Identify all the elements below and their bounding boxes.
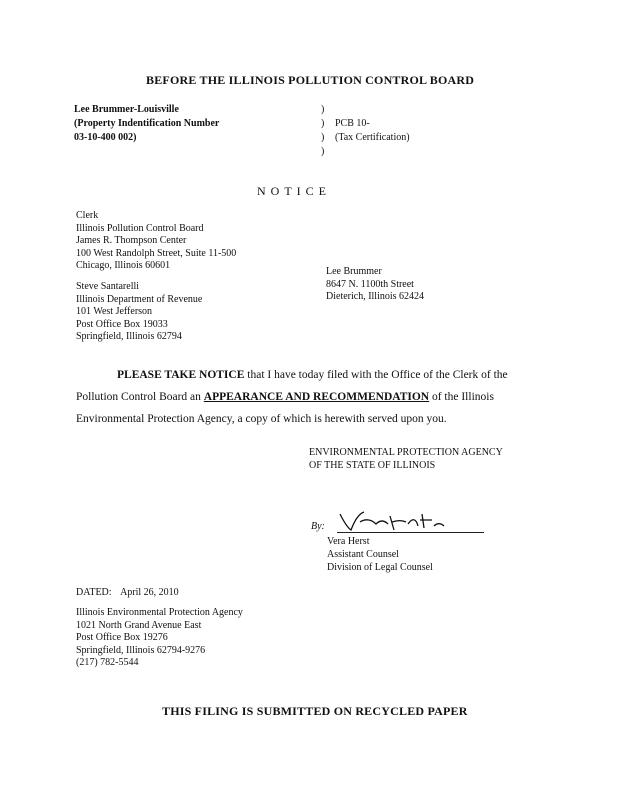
recipient-owner: Lee Brummer 8647 N. 1100th Street Dieterich, Illinois 62424: [326, 266, 425, 302]
notice-lead: PLEASE TAKE NOTICE: [117, 369, 245, 381]
by-label: By:: [311, 521, 325, 532]
signatory-title: Assistant Counsel: [327, 549, 399, 560]
signature-line: [337, 532, 484, 533]
case-type: (Tax Certification): [335, 132, 410, 143]
board-header: BEFORE THE ILLINOIS POLLUTION CONTROL BOARD: [146, 73, 475, 87]
recipient-revenue: Steve Santarelli Illinois Department of Revenue 101 West Jefferson Post Office Box 19033 Springfield, Illinois 62794: [76, 281, 203, 342]
case-number: PCB 10-: [335, 118, 370, 129]
case-caption-left: [74, 103, 219, 145]
agency-block: ENVIRONMENTAL PROTECTION AGENCY OF THE STATE OF ILLINOIS: [309, 447, 503, 471]
petitioner-name: Lee Brummer-Louisville: [74, 104, 179, 115]
property-id-label: (Property Indentification Number: [74, 118, 220, 129]
return-address: Illinois Environmental Protection Agency 1021 North Grand Avenue East Post Office Box 19276 Springfield, Illinois 62794-9276 (217) 782-5544: [76, 607, 243, 668]
signatory-block: [327, 535, 433, 574]
recipient-clerk: Clerk Illinois Pollution Control Board James R. Thompson Center 100 West Randolph Street, Suite 11-500 Chicago, Illinois 60601: [76, 210, 237, 271]
handwritten-signature: [336, 508, 446, 534]
signatory-division: Division of Legal Counsel: [327, 562, 433, 573]
signatory-name: Vera Herst: [327, 536, 370, 547]
caption-parentheses: ) ) ) ): [321, 104, 325, 157]
notice-title: NOTICE: [257, 184, 331, 198]
recycled-paper-footer: THIS FILING IS SUBMITTED ON RECYCLED PAPER: [162, 704, 468, 718]
filed-document-title: APPEARANCE AND RECOMMENDATION: [203, 391, 430, 403]
notice-paragraph-line-1: PLEASE TAKE NOTICE that I have today filed with the Office of the Clerk of the: [117, 369, 508, 381]
notice-paragraph-line-3: Environmental Protection Agency, a copy of which is herewith served upon you.: [76, 413, 447, 425]
dated-value: April 26, 2010: [120, 587, 179, 598]
case-caption-right: [335, 117, 410, 145]
property-id-number: 03-10-400 002): [74, 132, 137, 143]
notice-paragraph-line-2: Pollution Control Board an APPEARANCE AND RECOMMENDATION of the Illinois: [76, 391, 494, 403]
dated-line: [76, 586, 179, 599]
dated-label: DATED:: [76, 587, 112, 598]
